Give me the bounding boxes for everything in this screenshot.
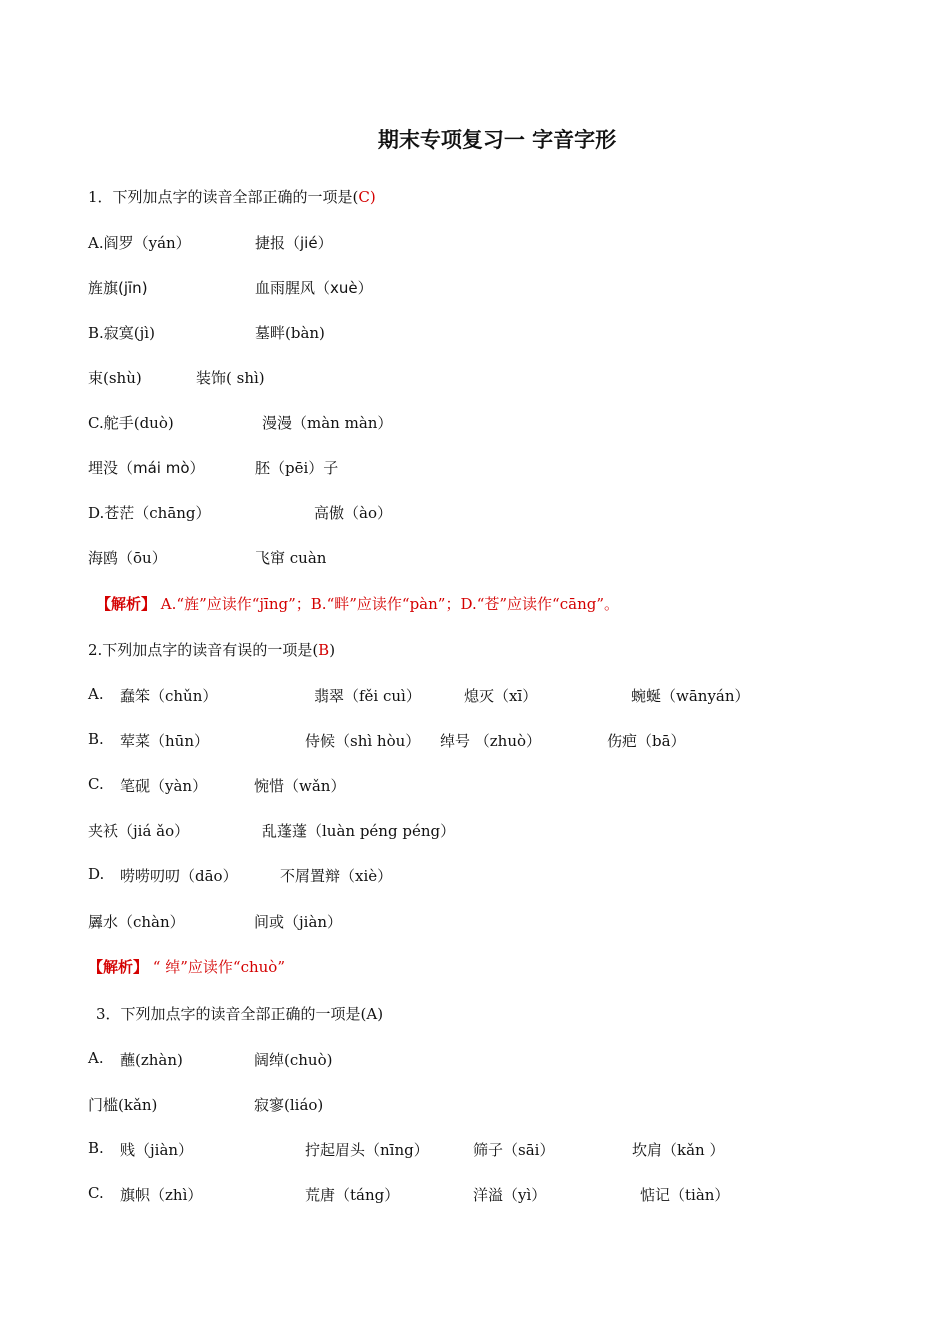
q3-a-4: 寂寥(liáo) <box>254 1096 324 1114</box>
q2-b-4: 伤疤（bā） <box>607 732 686 750</box>
q2-d-4: 间或（jiàn） <box>254 913 343 931</box>
q3-b-label: B. <box>88 1139 104 1157</box>
q3-b-4: 坎肩（kǎn ） <box>632 1141 725 1159</box>
question-1-close: ) <box>369 188 376 206</box>
q1-option-c-2: 漫漫（màn màn） <box>262 414 393 432</box>
q1-option-b-1: B.寂寞(jì) <box>88 324 155 342</box>
q1-option-d-4: 飞窜 cuàn <box>255 549 327 567</box>
page-title: 期末专项复习一 字音字形 <box>377 128 617 152</box>
question-2-answer: B <box>318 641 330 659</box>
q1-analysis-label: 【解析】 <box>96 595 157 613</box>
question-1-text: 1．下列加点字的读音全部正确的一项是( <box>88 188 359 206</box>
q3-a-2: 阔绰(chuò) <box>254 1051 333 1069</box>
question-2-text: 2.下列加点字的读音有误的一项是( <box>88 641 319 659</box>
q1-option-b-2: 墓畔(bàn) <box>255 324 325 342</box>
q1-option-c-4: 胚（pēi）子 <box>255 459 339 477</box>
q1-analysis-text: A.“旌”应读作“jīng”；B.“畔”应读作“pàn”；D.“苍”应读作“cāng”。 <box>160 595 619 613</box>
q2-d-2: 不屑置辩（xiè） <box>280 867 393 885</box>
q1-option-d-3: 海鸥（ōu） <box>88 549 167 567</box>
question-2-close: ) <box>329 641 336 659</box>
q1-option-c-1: C.舵手(duò) <box>88 414 174 432</box>
q3-b-1: 贱（jiàn） <box>120 1141 194 1159</box>
q2-analysis-text: “ 绰”应读作“chuò” <box>152 958 285 976</box>
q2-a-1: 蠢笨（chǔn） <box>120 687 218 705</box>
q2-c-label: C. <box>88 775 104 793</box>
q2-a-3: 熄灭（xī） <box>464 687 538 705</box>
q3-b-3: 筛子（sāi） <box>473 1141 555 1159</box>
q3-c-4: 惦记（tiàn） <box>640 1186 730 1204</box>
q1-option-b-4: 装饰( shì) <box>196 369 265 387</box>
q3-c-2: 荒唐（táng） <box>305 1186 400 1204</box>
question-1-answer: C <box>358 188 370 206</box>
q2-analysis-label: 【解析】 <box>88 958 149 976</box>
q2-b-1: 荤菜（hūn） <box>120 732 209 750</box>
q1-option-b-3: 束(shù) <box>88 369 142 387</box>
q2-analysis <box>88 956 285 977</box>
q2-b-label: B. <box>88 730 104 748</box>
q1-option-d-2: 高傲（ào） <box>314 504 392 522</box>
q1-option-a-2: 捷报（jié） <box>255 234 333 252</box>
q3-b-2: 拧起眉头（nīng） <box>305 1141 429 1159</box>
q2-c-2: 惋惜（wǎn） <box>254 777 346 795</box>
q3-a-1: 蘸(zhàn) <box>120 1051 183 1069</box>
q3-c-label: C. <box>88 1184 104 1202</box>
q2-d-1: 唠唠叨叨（dāo） <box>120 867 238 885</box>
q3-c-3: 洋溢（yì） <box>473 1186 547 1204</box>
q2-a-4: 蜿蜒（wānyán） <box>631 687 750 705</box>
q2-c-3: 夹袄（jiá ǎo） <box>88 822 190 840</box>
q2-d-3: 羼水（chàn） <box>88 913 185 931</box>
q2-a-2: 翡翠（fěi cuì） <box>314 687 421 705</box>
q1-analysis <box>96 593 619 614</box>
q3-c-1: 旗帜（zhì） <box>120 1186 203 1204</box>
q2-d-label: D. <box>88 865 105 883</box>
q2-c-4: 乱蓬蓬（luàn péng péng） <box>262 822 456 840</box>
q2-a-label: A. <box>88 685 104 703</box>
question-2-stem <box>88 639 335 660</box>
q1-option-a-3: 旌旗(jīn) <box>88 279 148 297</box>
question-1-stem <box>88 186 376 207</box>
q3-a-label: A. <box>88 1049 104 1067</box>
q3-a-3: 门槛(kǎn) <box>88 1096 158 1114</box>
q1-option-c-3: 埋没（mái mò） <box>88 459 205 477</box>
q1-option-a-4: 血雨腥风（xuè） <box>255 279 373 297</box>
q2-b-3: 绰号 （zhuò） <box>440 732 542 750</box>
q1-option-d-1: D.苍茫（chāng） <box>88 504 211 522</box>
q2-b-2: 侍候（shì hòu） <box>305 732 421 750</box>
question-3-stem: 3．下列加点字的读音全部正确的一项是(A) <box>96 1005 384 1023</box>
q1-option-a-1: A.阎罗（yán） <box>88 234 191 252</box>
q2-c-1: 笔砚（yàn） <box>120 777 208 795</box>
